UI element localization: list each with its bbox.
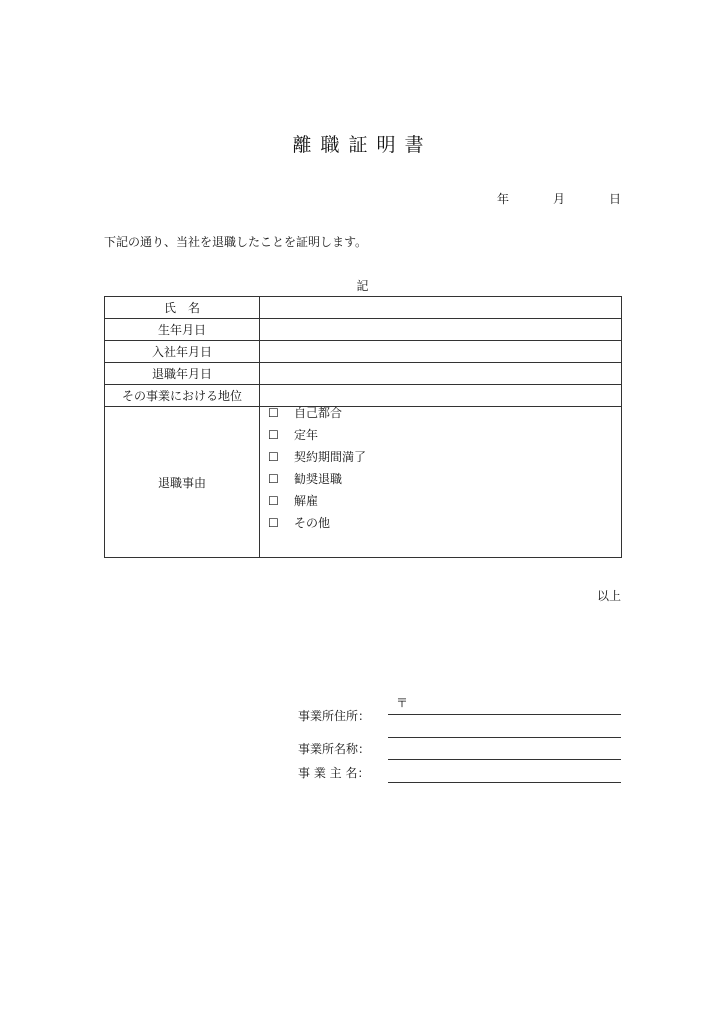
date-row [453,190,621,207]
company-name-label: 事業所名称： [298,742,371,756]
row-value-name[interactable] [260,297,622,319]
owner-name-line[interactable] [388,782,621,783]
reason-item[interactable] [268,468,621,490]
reason-label: 自己都合 [294,406,343,420]
address-line-1[interactable] [388,714,621,715]
address-label: 事業所住所： [298,709,371,723]
table-row [105,297,622,319]
row-value-birthdate[interactable] [260,319,622,341]
company-name-line[interactable] [388,759,621,760]
postal-mark: 〒 [396,696,409,710]
table-row-reason [105,407,622,558]
reason-label: 契約期間満了 [294,450,367,464]
reason-label: 勧奨退職 [294,472,343,486]
row-label-join-date: 入社年月日 [105,341,260,363]
checkbox-icon[interactable]: ☐ [268,428,279,442]
checkbox-icon[interactable]: ☐ [268,450,279,464]
row-label-leave-date: 退職年月日 [105,363,260,385]
reason-cell [260,407,622,558]
checkbox-icon[interactable]: ☐ [268,516,279,530]
reason-item[interactable] [268,490,621,512]
reason-item[interactable] [268,512,621,534]
row-label-birthdate: 生年月日 [105,319,260,341]
row-label-reason: 退職事由 [105,407,260,558]
ki-heading: 記 [356,279,369,293]
checkbox-icon[interactable]: ☐ [268,494,279,508]
owner-name-label: 事 業 主 名： [298,766,370,780]
reason-item[interactable] [268,446,621,468]
reason-label: その他 [294,516,331,530]
address-line-2[interactable] [388,737,621,738]
checkbox-icon[interactable]: ☐ [268,406,279,420]
table-row [105,341,622,363]
date-month[interactable]: 月 [552,192,565,206]
intro-text: 下記の通り、当社を退職したことを証明します。 [104,235,368,249]
date-day[interactable]: 日 [608,192,621,206]
document-title: 離職証明書 [292,134,433,156]
table-row [105,319,622,341]
row-value-leave-date[interactable] [260,363,622,385]
certificate-table [104,296,622,558]
reason-label: 定年 [294,428,319,442]
reason-item[interactable] [268,424,621,446]
date-year[interactable]: 年 [496,192,509,206]
closing-ijo: 以上 [596,589,621,603]
reason-label: 解雇 [294,494,319,508]
row-label-position: その事業における地位 [105,385,260,407]
checkbox-icon[interactable]: ☐ [268,472,279,486]
row-label-name: 氏 名 [105,297,260,319]
table-row [105,363,622,385]
row-value-join-date[interactable] [260,341,622,363]
reason-list [260,402,621,534]
reason-item[interactable] [268,402,621,424]
